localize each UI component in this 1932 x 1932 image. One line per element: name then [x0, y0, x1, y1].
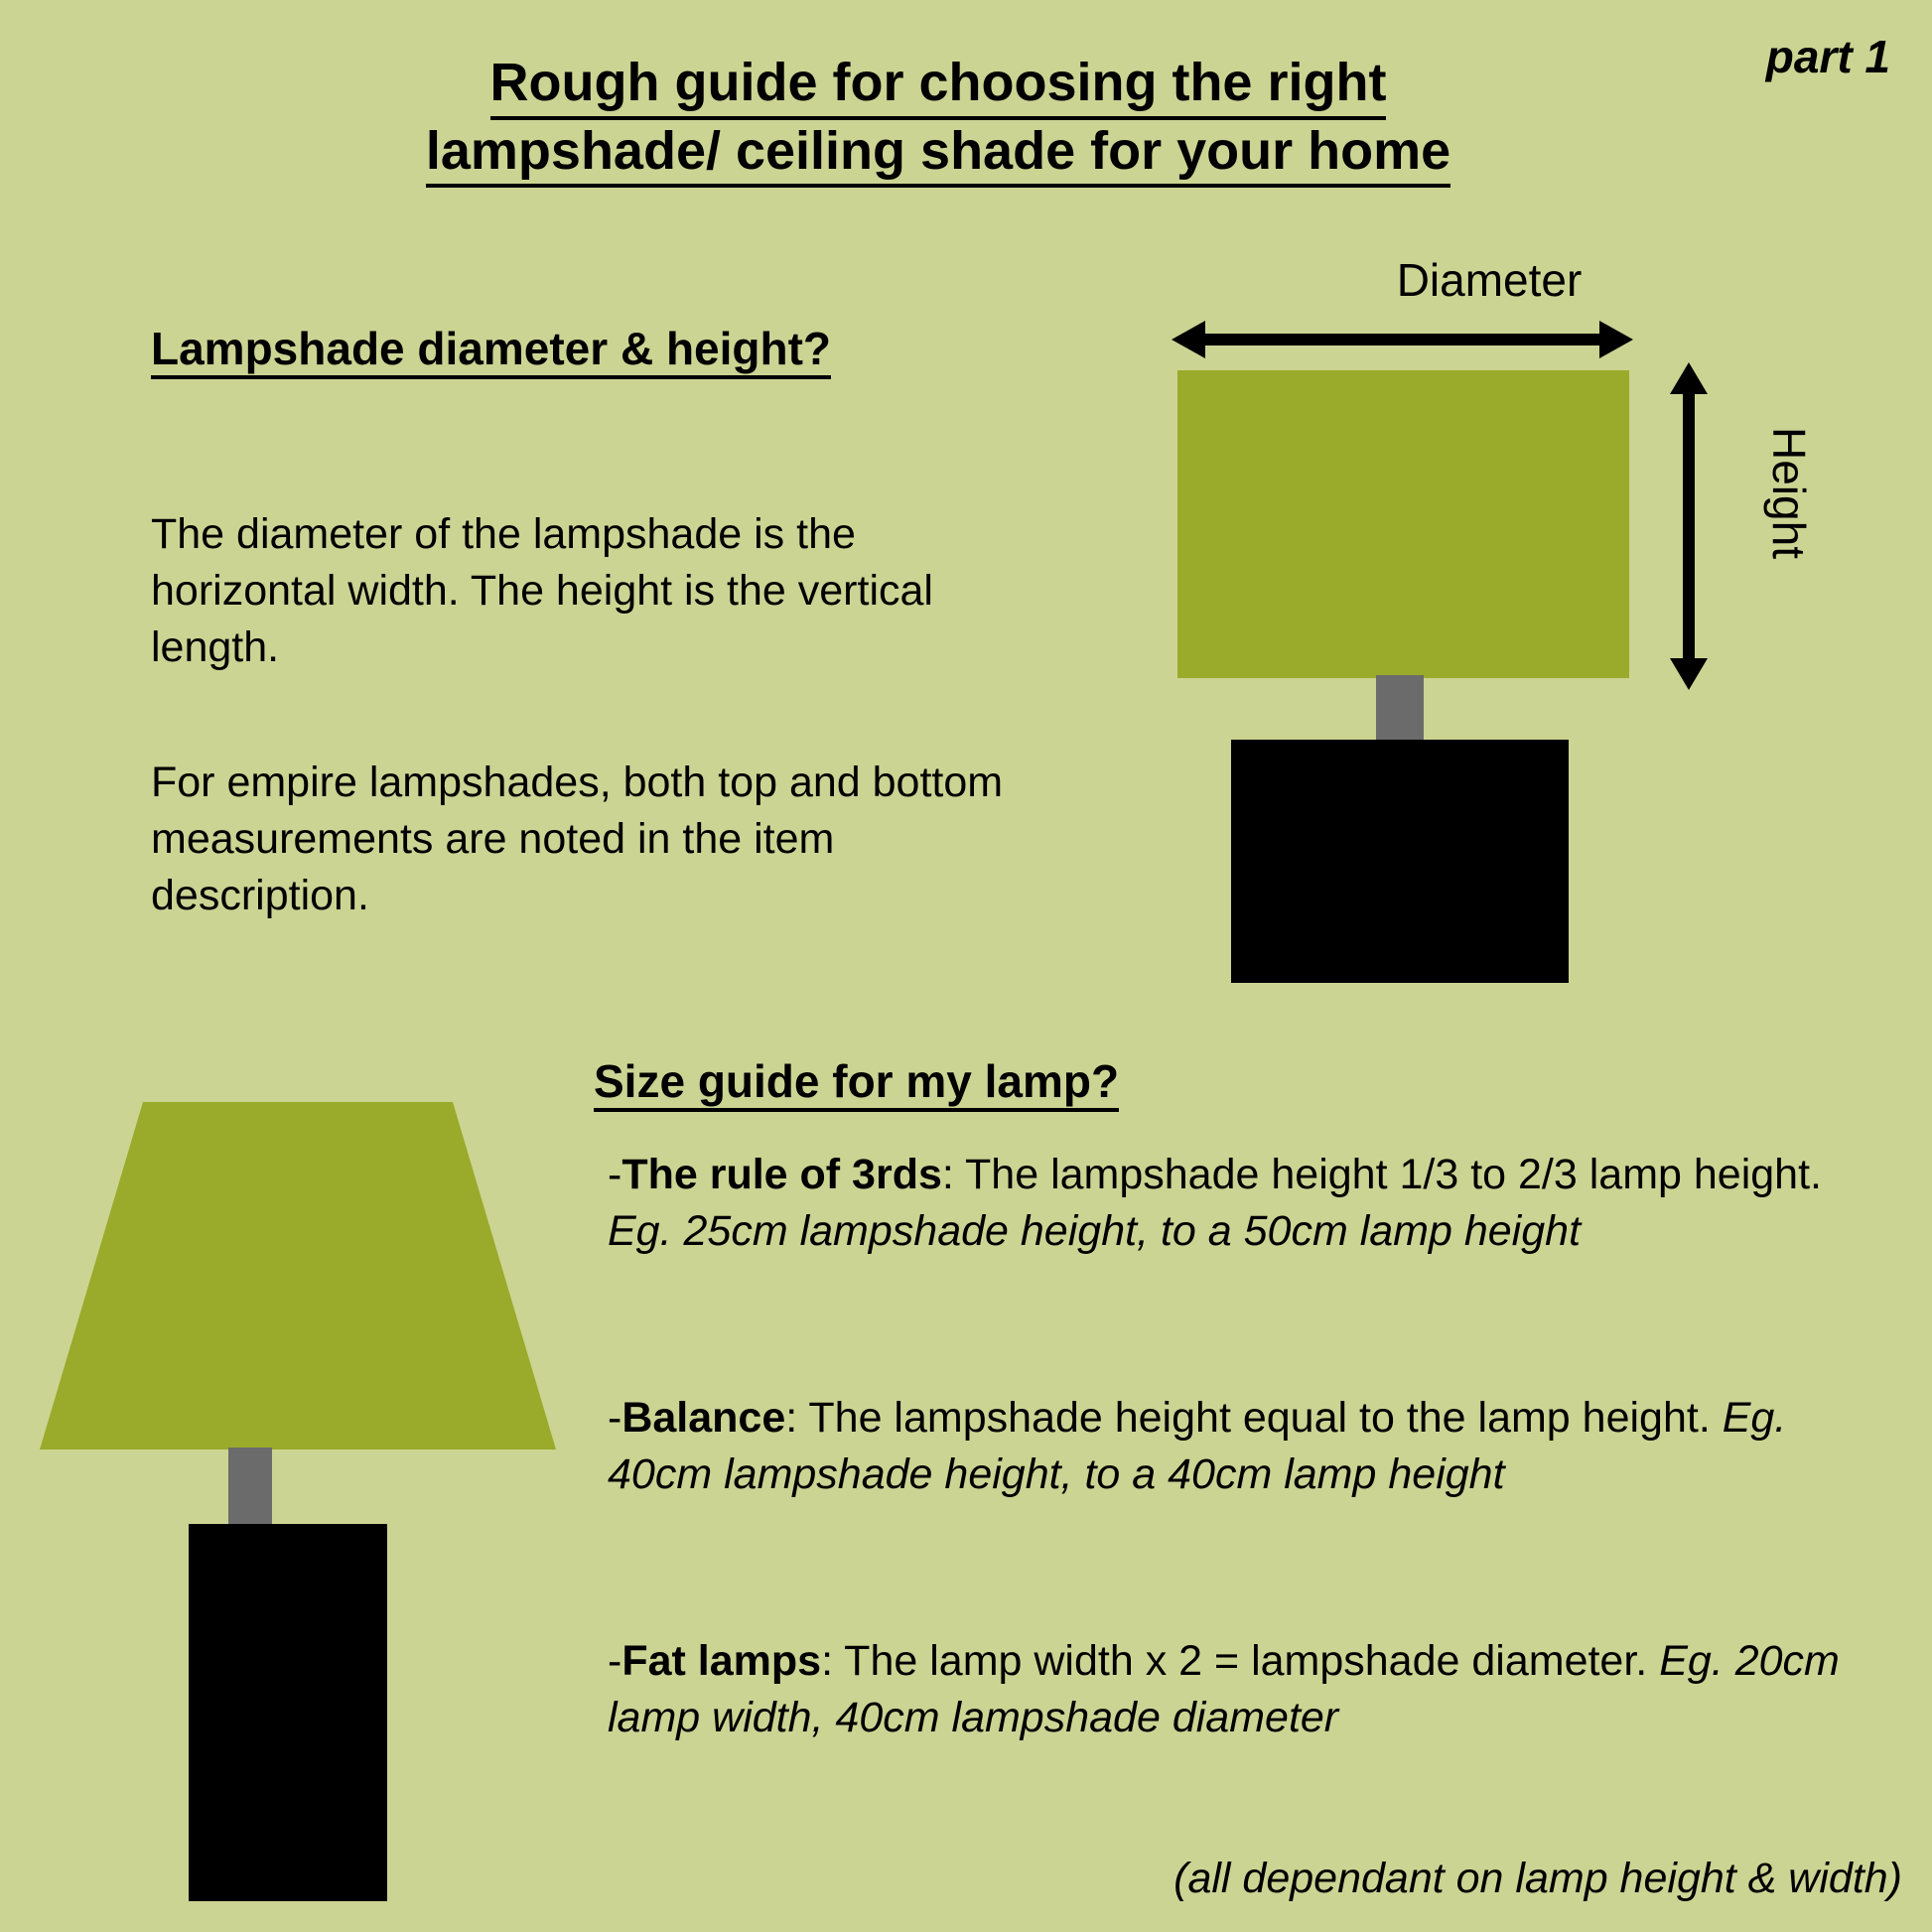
diameter-label: Diameter: [1396, 254, 1583, 306]
page-title: [328, 52, 1549, 188]
empire-lampshade-shape: [40, 1102, 556, 1449]
size-guide-item-prefix: -: [608, 1394, 622, 1442]
height-label: Height: [1763, 427, 1815, 559]
empire-lamp-neck-shape: [228, 1448, 272, 1527]
diameter-explanation-text: The diameter of the lampshade is the horizontal width. The height is the vertical length.: [151, 510, 933, 672]
size-guide-item-example: Eg. 25cm lampshade height, to a 50cm lamp height: [608, 1207, 1582, 1256]
part-label: part 1: [1765, 31, 1890, 82]
size-guide-item-prefix: -: [608, 1151, 622, 1198]
lampshade-dimensions-heading-text: Lampshade diameter & height?: [151, 323, 831, 379]
empire-shade-note-text: For empire lampshades, both top and bottom measurements are noted in the item description.: [151, 759, 1004, 920]
size-guide-item-term: Balance: [621, 1394, 786, 1442]
drum-lamp-neck-shape: [1376, 675, 1424, 745]
size-guide-heading-text: Size guide for my lamp?: [594, 1055, 1119, 1112]
drum-lamp-diagram: [1152, 253, 1886, 978]
size-guide-item-example: Eg. 20cm lamp width, 40cm lampshade diameter: [608, 1637, 1840, 1742]
size-guide-item-example: Eg. 40cm lampshade height, to a 40cm lamp height: [608, 1394, 1787, 1499]
empire-lamp-base-shape: [189, 1524, 387, 1901]
size-guide-item-prefix: -: [608, 1637, 622, 1685]
size-guide-item-term: Fat lamps: [621, 1637, 822, 1685]
size-guide-item: [608, 1390, 1883, 1503]
size-guide-heading: [594, 1052, 1487, 1112]
size-guide-footnote: (all dependant on lamp height & width): [1173, 1855, 1902, 1902]
drum-lamp-base-shape: [1231, 740, 1569, 983]
page-title-line-2: lampshade/ ceiling shade for your home: [426, 120, 1450, 189]
page-title-line-1: Rough guide for choosing the right: [490, 52, 1387, 120]
size-guide-item-text: : The lamp width x 2 = lampshade diameter.: [821, 1637, 1660, 1685]
diameter-arrow-icon: [1172, 319, 1633, 360]
drum-lampshade-shape: [1177, 370, 1629, 678]
size-guide-item: [608, 1633, 1883, 1746]
height-arrow-icon: [1668, 362, 1710, 690]
lampshade-dimensions-heading: [151, 320, 866, 379]
empire-lamp-illustration: [30, 1102, 586, 1906]
size-guide-item: [608, 1147, 1883, 1260]
size-guide-item-text: : The lampshade height equal to the lamp height.: [785, 1394, 1723, 1442]
size-guide-item-term: The rule of 3rds: [621, 1151, 942, 1198]
size-guide-item-text: : The lampshade height 1/3 to 2/3 lamp height.: [941, 1151, 1822, 1198]
